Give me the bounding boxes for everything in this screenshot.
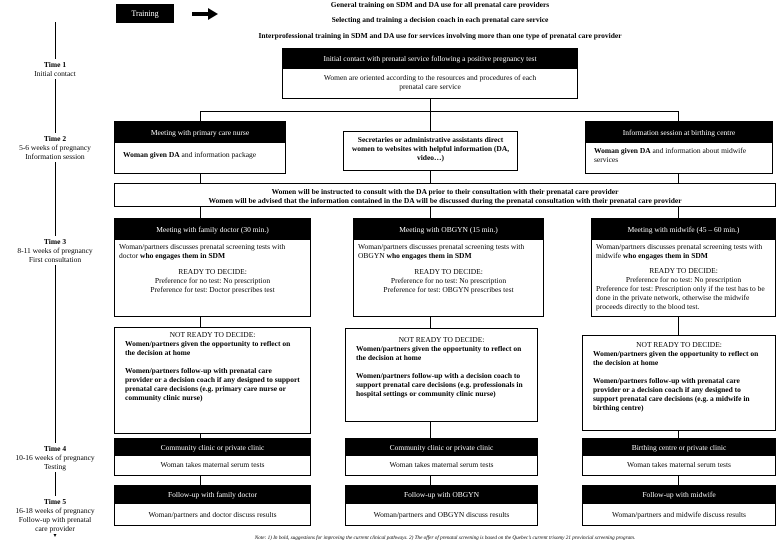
followup-doctor-body: Woman/partners and doctor discuss results [148,510,277,519]
consult-obgyn-ready: READY TO DECIDE: Preference for no test: No prescription Preference for test: OBGYN prescribes test [383,267,514,294]
not-ready-obgyn-box [345,328,538,422]
not-ready-midwife-followup: Women/partners follow-up with prenatal care provider or a decision coach if any designed to support prenatal care decisions (e.g. a midwife in birthing centre) [593,376,750,412]
connector [430,171,431,183]
not-ready-obgyn-title: NOT READY TO DECIDE: [398,335,485,344]
followup-midwife-box [582,485,776,526]
consult-obgyn-box [353,218,544,317]
not-ready-midwife-reflect: Women/partners given the opportunity to reflect on the decision at home [593,349,759,367]
followup-midwife-body: Woman/partners and midwife discuss results [612,510,746,519]
not-ready-midwife-title: NOT READY TO DECIDE: [636,340,722,349]
training-label: Training [116,4,174,23]
instruction-line-1: Women will be instructed to consult with the DA prior to their consultation with their prenatal care provider [271,187,619,196]
followup-obgyn-body: Woman/partners and OBGYN discuss results [373,510,510,519]
initial-contact-header: Initial contact with prenatal service following a positive pregnancy test [283,49,577,69]
followup-obgyn-box [345,485,538,526]
consult-midwife-header: Meeting with midwife (45 – 60 min.) [592,219,775,240]
followup-obgyn-header: Follow-up with OBGYN [346,486,537,504]
not-ready-doctor-reflect: Women/partners given the opportunity to reflect on the decision at home [125,339,291,357]
consult-doctor-header: Meeting with family doctor (30 min.) [115,219,310,240]
followup-midwife-header: Follow-up with midwife [583,486,775,504]
initial-contact-body: Women are oriented according to the resources and procedures of each prenatal care service [323,73,537,91]
instruction-line-2: Women will be advised that the information contained in the DA will be discussed during the prenatal consultation with their prenatal care provider [208,196,682,205]
testing-doctor-header: Community clinic or private clinic [115,439,310,456]
consult-midwife-ready: READY TO DECIDE: Preference for no test: No prescription Preference for test: Prescription only if the test has to be done in the private network, otherwise the midwife proceeds directly to the blood test. [596,266,765,311]
connector [430,207,431,218]
testing-midwife-body: Woman takes maternal serum tests [627,460,731,469]
followup-doctor-header: Follow-up with family doctor [115,486,310,504]
consult-doctor-ready: READY TO DECIDE: Preference for no test: No prescription Preference for test: Doctor prescribes test [150,267,275,294]
connector [200,207,201,218]
connector [430,99,431,111]
testing-obgyn-body: Woman takes maternal serum tests [389,460,494,469]
testing-midwife-header: Birthing centre or private clinic [583,439,775,456]
time-3-label: Time 3 8-11 weeks of pregnancy First consultation [0,227,110,274]
info-session-nurse-box [114,121,286,174]
info-session-nurse-body: Woman given DA and information package [123,150,257,159]
training-line-3: Interprofessional training in SDM and DA use for services involving more than one type of prenatal care provider [258,31,622,40]
training-line-1: General training on SDM and DA use for all prenatal care providers [330,0,550,9]
consult-obgyn-header: Meeting with OBGYN (15 min.) [354,219,543,240]
connector [678,174,679,183]
info-session-birthing-header: Information session at birthing centre [586,122,772,143]
connector [430,317,431,328]
not-ready-doctor-followup: Women/partners follow-up with prenatal care provider or a decision coach if any designed to support prenatal care decisions (e.g. primary care nurse or community clinic nurse) [125,366,300,402]
not-ready-doctor-box [114,327,311,434]
connector [200,111,678,112]
testing-obgyn-box [345,438,538,476]
testing-doctor-box [114,438,311,476]
consult-obgyn-discussion: Woman/partners discusses prenatal screening tests with OBGYN who engages them in SDM [358,242,525,260]
connector [200,174,201,183]
info-session-birthing-body: Woman given DA and information about midwife services [594,146,747,164]
testing-obgyn-header: Community clinic or private clinic [346,439,537,456]
not-ready-obgyn-followup: Women/partners follow-up with a decision coach to support prenatal care decisions (e.g. professionals in hospital settings or community clinic nurse) [356,371,523,398]
testing-doctor-body: Woman takes maternal serum tests [160,460,265,469]
connector [200,111,201,121]
not-ready-doctor-title: NOT READY TO DECIDE: [169,330,256,339]
connector [678,476,679,485]
time-1-label: Time 1 Initial contact [0,59,110,79]
connector [430,476,431,485]
connector [678,111,679,121]
connector [430,111,431,131]
info-session-websites-box: Secretaries or administrative assistants direct women to websites with helpful information (DA, video…) [343,131,518,171]
connector [678,207,679,218]
not-ready-obgyn-reflect: Women/partners given the opportunity to reflect on the decision at home [356,344,522,362]
not-ready-midwife-box [582,335,776,431]
connector [200,476,201,485]
footnote: Note: 1) In bold, suggestions for improving the current clinical pathways. 2) The offer of prenatal screening is based on the Quebec’s current trisomy 21 provincial screening program. [254,535,636,541]
connector [678,431,679,438]
consult-midwife-discussion: Woman/partners discusses prenatal screening tests with midwife who engages them in SDM [596,242,763,260]
info-session-birthing-box [585,121,773,174]
time-2-label: Time 2 5-6 weeks of pregnancy Information session [0,124,110,171]
connector [200,317,201,327]
initial-contact-box [282,48,578,99]
consult-doctor-box [114,218,311,317]
connector [678,317,679,335]
connector [430,422,431,438]
training-line-2: Selecting and training a decision coach in each prenatal care service [331,15,549,24]
followup-doctor-box [114,485,311,526]
time-5-label: Time 5 16-18 weeks of pregnancy Follow-up with prenatal care provider [0,487,110,543]
consult-doctor-discussion: Woman/partners discusses prenatal screening tests with doctor who engages them in SDM [119,242,286,260]
time-4-label: Time 4 10-16 weeks of pregnancy Testing [0,434,110,481]
consult-midwife-box [591,218,776,317]
info-session-nurse-header: Meeting with primary care nurse [115,122,285,143]
instruction-box [114,183,776,207]
right-arrow-icon [192,8,218,20]
testing-midwife-box [582,438,776,476]
